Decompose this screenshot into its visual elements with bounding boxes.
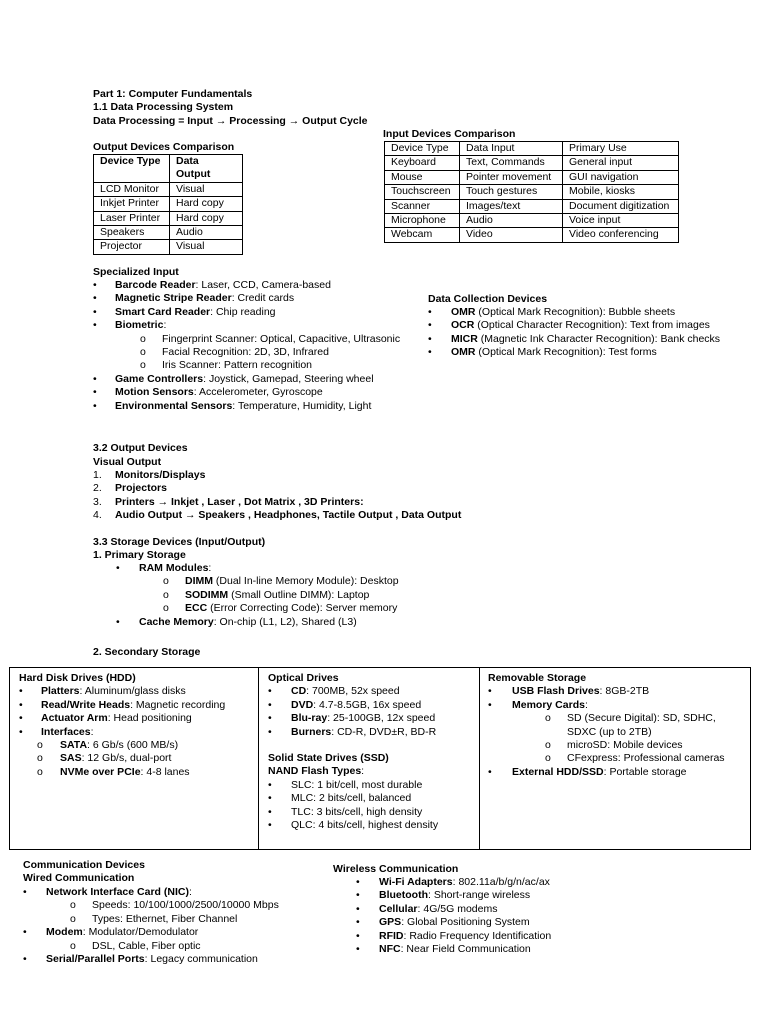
item-term: NFC: [379, 943, 401, 956]
removable-title: Removable Storage: [488, 672, 587, 684]
item-text: : 6 Gb/s (600 MB/s): [87, 739, 179, 752]
item-term: DIMM: [185, 575, 213, 588]
bullet: •: [19, 698, 23, 711]
output-devices-title: 3.2 Output Devices: [93, 442, 188, 454]
item-term: NVMe over PCIe: [60, 765, 141, 778]
item-text: : Accelerometer, Gyroscope: [193, 386, 323, 399]
table-cell: Mobile, kiosks: [563, 185, 679, 199]
item-number: 4.: [93, 509, 102, 522]
specialized-input-list: [93, 279, 413, 413]
sub-bullet: o: [163, 575, 169, 588]
visual-output-subtitle: Visual Output: [93, 456, 162, 468]
item-text: : 4-8 lanes: [140, 765, 190, 778]
item-text: : 8GB-2TB: [599, 685, 650, 698]
table-cell: Touchscreen: [385, 185, 460, 199]
output-devices-table: [93, 154, 243, 255]
item-text: SD (Secure Digital): SD, SDHC, SDXC (up to 2TB): [567, 712, 716, 738]
table-row: [385, 214, 679, 228]
list-item: [268, 699, 479, 712]
item-term: ECC: [185, 602, 208, 615]
item-term: Blu-ray: [291, 712, 328, 725]
item-text: : 12 Gb/s, dual-port: [81, 752, 172, 765]
table-cell: Voice input: [563, 214, 679, 228]
item-term: SODIMM: [185, 588, 229, 601]
item-text: Iris Scanner: Pattern recognition: [162, 359, 312, 372]
table-header-cell: Data Input: [460, 142, 563, 156]
sub-list-item: [488, 712, 727, 739]
list-item: [268, 819, 479, 832]
item-term: Barcode Reader: [115, 279, 196, 291]
list-item: [93, 319, 413, 332]
table-cell: Webcam: [385, 228, 460, 242]
list-item: [19, 712, 258, 725]
list-item: [268, 779, 479, 792]
item-term: GPS: [379, 916, 402, 929]
item-text: : Laser, CCD, Camera-based: [195, 279, 331, 291]
table-row: [94, 182, 243, 196]
table-row: [385, 170, 679, 184]
sub-list-item: [93, 589, 433, 602]
bullet: •: [93, 399, 97, 412]
list-item: [268, 726, 479, 739]
data-collection-title: Data Collection Devices: [428, 293, 548, 305]
table-cell: Inkjet Printer: [94, 197, 170, 211]
input-devices-table: [384, 141, 679, 243]
list-item: [428, 306, 758, 319]
table-cell: Visual: [170, 182, 243, 196]
list-item: [93, 400, 413, 413]
bullet: •: [268, 698, 272, 711]
formula-text: Data Processing = Input → Processing → Output Cycle: [93, 115, 368, 127]
bullet: •: [268, 778, 272, 791]
bullet: •: [116, 562, 120, 574]
bullet: •: [428, 319, 432, 332]
bullet: •: [356, 889, 360, 902]
item-text: Monitors/Displays: [115, 469, 206, 481]
storage-title: 3.3 Storage Devices (Input/Output): [93, 536, 266, 548]
table-cell: Hard copy: [170, 211, 243, 225]
sub-list-item: [488, 752, 750, 765]
item-term: Cellular: [379, 902, 418, 915]
sub-list-item: [93, 359, 413, 372]
table-cell: Microphone: [385, 214, 460, 228]
bullet: •: [19, 685, 23, 698]
bullet: •: [356, 876, 360, 888]
list-item: [93, 509, 493, 522]
item-term: CD: [291, 685, 307, 698]
item-text: DSL, Cable, Fiber optic: [92, 939, 201, 952]
table-header-row: [94, 155, 243, 183]
list-item: [356, 876, 656, 889]
item-text: : 4G/5G modems: [417, 902, 498, 915]
table-row: [94, 226, 243, 240]
item-term: RFID: [379, 929, 404, 942]
item-text: : Head positioning: [107, 712, 192, 725]
communication-title: Communication Devices: [23, 859, 145, 871]
list-item: [23, 926, 323, 939]
item-term: RAM Modules: [139, 562, 209, 574]
nand-label: NAND Flash Types: [268, 765, 362, 778]
item-text: microSD: Mobile devices: [567, 739, 683, 752]
item-term: MICR: [451, 332, 478, 345]
list-item: [93, 482, 493, 495]
item-term: Cache Memory: [139, 615, 214, 628]
list-item: [19, 726, 258, 739]
item-text: : 802.11a/b/g/n/ac/ax: [452, 876, 550, 888]
bullet: •: [19, 712, 23, 725]
table-row: [385, 185, 679, 199]
bullet: •: [428, 306, 432, 318]
item-term: SATA: [60, 739, 88, 752]
sub-list-item: [19, 752, 258, 765]
list-item: [428, 346, 758, 359]
bullet: •: [93, 305, 97, 318]
bullet: •: [268, 805, 272, 818]
specialized-input-title: Specialized Input: [93, 266, 179, 278]
table-cell: Images/text: [460, 199, 563, 213]
bullet: •: [356, 916, 360, 929]
item-text: Audio Output → Speakers , Headphones, Tactile Output , Data Output: [115, 509, 462, 522]
output-table-title: Output Devices Comparison: [93, 141, 235, 153]
list-item: [356, 889, 656, 902]
table-cell: Audio: [460, 214, 563, 228]
sub-list-item: [19, 739, 258, 752]
table-cell: GUI navigation: [563, 170, 679, 184]
item-text: Printers → Inkjet , Laser , Dot Matrix , 3D Printers:: [115, 495, 364, 508]
bullet: •: [93, 319, 97, 332]
item-term: USB Flash Drives: [512, 685, 600, 698]
item-text: : Joystick, Gamepad, Steering wheel: [203, 372, 374, 385]
sub-bullet: o: [545, 712, 551, 725]
page-heading-part: Part 1: Computer Fundamentals: [93, 88, 253, 100]
item-term: Environmental Sensors: [115, 399, 233, 412]
sub-list-item: [19, 766, 258, 779]
bullet: •: [268, 685, 272, 698]
table-row: [385, 199, 679, 213]
bullet: •: [93, 386, 97, 399]
item-text: : Global Positioning System: [401, 916, 530, 929]
item-text: Types: Ethernet, Fiber Channel: [92, 912, 238, 925]
item-term: Smart Card Reader: [115, 305, 211, 318]
item-text: (Dual In-line Memory Module): Desktop: [213, 575, 399, 588]
sub-bullet: o: [70, 899, 76, 912]
item-text: : Credit cards: [231, 292, 295, 305]
output-devices-list: [93, 469, 493, 523]
sub-bullet: o: [37, 765, 43, 778]
table-header-row: [385, 142, 679, 156]
item-text: : Portable storage: [603, 765, 687, 778]
bullet: •: [356, 943, 360, 956]
item-text: : Aluminum/glass disks: [79, 685, 186, 698]
sub-bullet: o: [163, 588, 169, 601]
item-text: (Optical Character Recognition): Text from images: [474, 319, 710, 332]
list-item: [488, 685, 750, 698]
section-heading: 1.1 Data Processing System: [93, 101, 234, 113]
item-term: Magnetic Stripe Reader: [115, 292, 232, 305]
sub-bullet: o: [140, 332, 146, 345]
sub-list-item: [93, 333, 413, 346]
table-cell: Speakers: [94, 226, 170, 240]
table-row: [94, 197, 243, 211]
item-term: SAS: [60, 752, 82, 765]
list-item: [356, 930, 656, 943]
table-cell: Video: [460, 228, 563, 242]
bullet: •: [23, 953, 27, 966]
wired-title: Wired Communication: [23, 872, 135, 884]
sub-bullet: o: [70, 939, 76, 952]
item-term: Serial/Parallel Ports: [46, 953, 145, 966]
item-text: SLC: 1 bit/cell, most durable: [291, 778, 423, 791]
wired-list: [23, 886, 323, 966]
table-cell: Visual: [170, 240, 243, 254]
item-text: Facial Recognition: 2D, 3D, Infrared: [162, 346, 329, 359]
nand-colon: :: [361, 765, 365, 778]
list-item: [268, 685, 479, 698]
item-text: :: [90, 725, 94, 738]
bullet: •: [93, 372, 97, 385]
sub-bullet: o: [140, 346, 146, 359]
list-item: [93, 616, 433, 629]
table-cell: Touch gestures: [460, 185, 563, 199]
sub-bullet: o: [70, 912, 76, 925]
hdd-column: [10, 668, 259, 849]
list-item: [93, 496, 493, 509]
item-number: 3.: [93, 495, 102, 508]
bullet: •: [93, 279, 97, 291]
item-term: Motion Sensors: [115, 386, 194, 399]
table-cell: Scanner: [385, 199, 460, 213]
bullet: •: [268, 712, 272, 725]
bullet: •: [116, 615, 120, 628]
item-term: OMR: [451, 306, 476, 318]
item-term: Network Interface Card (NIC): [46, 886, 189, 898]
item-text: MLC: 2 bits/cell, balanced: [291, 792, 412, 805]
table-row: [385, 156, 679, 170]
list-item: [93, 279, 413, 292]
sub-list-item: [23, 940, 323, 953]
table-row: [94, 240, 243, 254]
table-cell: Pointer movement: [460, 170, 563, 184]
table-header-cell: Data Output: [170, 155, 243, 183]
nand-heading: [268, 765, 479, 778]
sub-list-item: [23, 913, 323, 926]
item-text: : Temperature, Humidity, Light: [232, 399, 372, 412]
item-term: DVD: [291, 698, 314, 711]
ssd-title: Solid State Drives (SSD): [268, 752, 389, 765]
table-cell: Keyboard: [385, 156, 460, 170]
wireless-list: [356, 876, 656, 956]
sub-bullet: o: [37, 752, 43, 765]
item-term: Memory Cards: [512, 698, 585, 711]
wireless-title: Wireless Communication: [333, 863, 459, 875]
item-term: Platters: [41, 685, 80, 698]
item-term: OCR: [451, 319, 475, 332]
item-text: (Small Outline DIMM): Laptop: [228, 588, 370, 601]
bullet: •: [428, 346, 432, 359]
primary-storage-heading: 1. Primary Storage: [93, 549, 186, 561]
item-term: OMR: [451, 346, 476, 359]
item-text: :: [208, 562, 212, 574]
bullet: •: [23, 886, 27, 898]
item-text: : CD-R, DVD±R, BD-R: [331, 725, 437, 738]
table-cell: Audio: [170, 226, 243, 240]
item-text: : 4.7-8.5GB, 16x speed: [313, 698, 422, 711]
list-item: [488, 699, 750, 712]
bullet: •: [488, 685, 492, 698]
sub-bullet: o: [37, 739, 43, 752]
list-item: [428, 333, 758, 346]
table-cell: LCD Monitor: [94, 182, 170, 196]
item-text: : Modulator/Demodulator: [82, 926, 199, 939]
list-item: [93, 562, 433, 575]
bullet: •: [268, 792, 272, 805]
sub-list-item: [488, 739, 750, 752]
item-text: Speeds: 10/100/1000/2500/10000 Mbps: [92, 899, 279, 912]
sub-list-item: [23, 899, 323, 912]
bullet: •: [93, 292, 97, 305]
list-item: [268, 712, 479, 725]
item-text: Fingerprint Scanner: Optical, Capacitive, Ultrasonic: [162, 332, 401, 345]
table-header-cell: Device Type: [385, 142, 460, 156]
list-item: [23, 953, 323, 966]
item-text: :: [584, 698, 588, 711]
sub-bullet: o: [163, 602, 169, 615]
list-item: [19, 699, 258, 712]
data-collection-list: [428, 306, 758, 360]
sub-list-item: [93, 602, 433, 615]
list-item: [93, 469, 493, 482]
optical-column: [259, 668, 480, 849]
sub-list-item: [93, 575, 433, 588]
item-term: Modem: [46, 926, 83, 939]
table-cell: Laser Printer: [94, 211, 170, 225]
list-item: [93, 306, 413, 319]
sub-list-item: [93, 346, 413, 359]
item-text: : Short-range wireless: [428, 889, 531, 902]
item-text: (Magnetic Ink Character Recognition): Bank checks: [477, 332, 721, 345]
item-term: Wi-Fi Adapters: [379, 876, 453, 888]
secondary-storage-heading: 2. Secondary Storage: [93, 646, 201, 658]
table-cell: General input: [563, 156, 679, 170]
list-item: [23, 886, 323, 899]
table-cell: Video conferencing: [563, 228, 679, 242]
item-term: Game Controllers: [115, 372, 204, 385]
item-term: Burners: [291, 725, 332, 738]
item-text: TLC: 3 bits/cell, high density: [291, 805, 423, 818]
bullet: •: [356, 929, 360, 942]
item-text: : Legacy communication: [144, 953, 258, 966]
optical-title: Optical Drives: [268, 672, 339, 684]
table-cell: Projector: [94, 240, 170, 254]
table-header-cell: Primary Use: [563, 142, 679, 156]
item-text: (Optical Mark Recognition): Test forms: [475, 346, 657, 359]
list-item: [93, 292, 413, 305]
bullet: •: [23, 926, 27, 939]
list-item: [19, 685, 258, 698]
item-text: : Radio Frequency Identification: [403, 929, 552, 942]
bullet: •: [19, 725, 23, 738]
item-text: : On-chip (L1, L2), Shared (L3): [213, 615, 357, 628]
table-cell: Document digitization: [563, 199, 679, 213]
removable-column: [480, 668, 750, 849]
list-item: [356, 916, 656, 929]
bullet: •: [488, 698, 492, 711]
item-text: : Near Field Communication: [400, 943, 531, 956]
item-term: Biometric: [115, 319, 164, 332]
secondary-storage-box: [9, 667, 751, 850]
list-item: [356, 943, 656, 956]
list-item: [93, 373, 413, 386]
list-item: [268, 792, 479, 805]
sub-bullet: o: [545, 752, 551, 765]
table-cell: Text, Commands: [460, 156, 563, 170]
item-term: Read/Write Heads: [41, 698, 131, 711]
hdd-title: Hard Disk Drives (HDD): [19, 672, 136, 684]
list-item: [428, 319, 758, 332]
bullet: •: [268, 819, 272, 832]
bullet: •: [356, 902, 360, 915]
sub-bullet: o: [140, 359, 146, 372]
list-item: [268, 806, 479, 819]
item-number: 1.: [93, 469, 102, 481]
list-item: [488, 766, 750, 779]
item-text: QLC: 4 bits/cell, highest density: [291, 819, 439, 832]
item-text: : 700MB, 52x speed: [306, 685, 400, 698]
bullet: •: [428, 332, 432, 345]
list-item: [93, 386, 413, 399]
item-text: CFexpress: Professional cameras: [567, 752, 725, 765]
table-header-cell: Device Type: [94, 155, 170, 183]
sub-bullet: o: [545, 739, 551, 752]
bullet: •: [488, 765, 492, 778]
item-term: Actuator Arm: [41, 712, 108, 725]
table-row: [94, 211, 243, 225]
input-table-title: Input Devices Comparison: [383, 128, 516, 140]
item-term: External HDD/SSD: [512, 765, 604, 778]
item-term: Bluetooth: [379, 889, 428, 902]
item-text: : Chip reading: [210, 305, 276, 318]
table-cell: Mouse: [385, 170, 460, 184]
item-term: Interfaces: [41, 725, 91, 738]
primary-storage-list: [93, 562, 433, 629]
item-text: (Error Correcting Code): Server memory: [207, 602, 398, 615]
item-text: : 25-100GB, 12x speed: [327, 712, 436, 725]
item-text: :: [188, 886, 192, 898]
item-text: (Optical Mark Recognition): Bubble sheets: [475, 306, 676, 318]
table-row: [385, 228, 679, 242]
item-text: :: [163, 319, 167, 332]
table-cell: Hard copy: [170, 197, 243, 211]
item-text: : Magnetic recording: [130, 698, 226, 711]
item-text: Projectors: [115, 482, 167, 495]
item-number: 2.: [93, 482, 102, 495]
bullet: •: [268, 725, 272, 738]
list-item: [356, 903, 656, 916]
